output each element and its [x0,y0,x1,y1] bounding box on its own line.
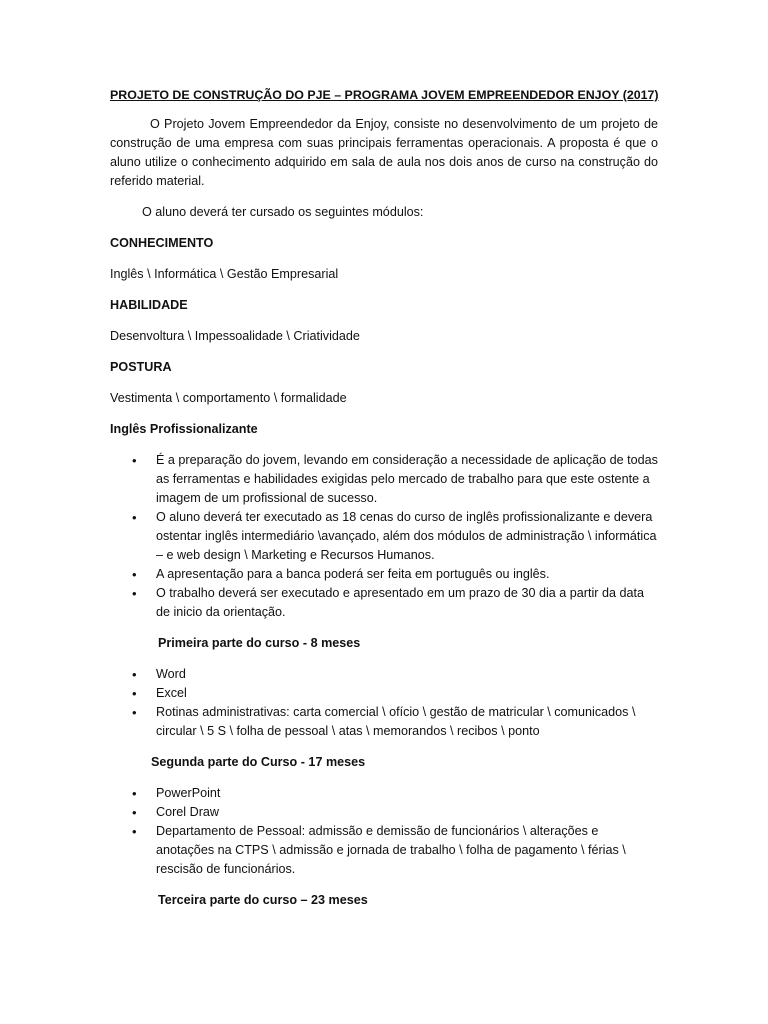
document-content [110,86,658,922]
bullet-icon: • [132,705,137,720]
list-item-text: Departamento de Pessoal: admissão e demissão de funcionários \ alterações e anotações na CTPS \ admissão e jornada de trabalho \ folha de pagamento \ férias \ rescisão de funcionários. [156,824,626,876]
list-item-text: A apresentação para a banca poderá ser feita em português ou inglês. [156,567,550,581]
section-heading-postura: POSTURA [110,360,172,374]
list-item [132,565,658,584]
intro-bold-text: O Projeto Jovem Empreendedor [150,117,333,131]
section-text-conhecimento: Inglês \ Informática \ Gestão Empresarial [110,267,339,281]
list-item [132,822,658,879]
english-heading: Inglês Profissionalizante [110,422,258,436]
part3-title: Terceira parte do curso – 23 meses [158,893,368,907]
bullet-icon: • [132,786,137,801]
list-item-text: PowerPoint [156,786,221,800]
list-item [132,451,658,508]
list-item-text: É a preparação do jovem, levando em consideração a necessidade de aplicação de todas as ferramentas e habilidades exigidas pelo mercado de trabalho para que este ostente a imagem de um profissional de sucesso. [156,453,658,505]
bullet-icon: • [132,453,137,468]
document-title: PROJETO DE CONSTRUÇÃO DO PJE – PROGRAMA JOVEM EMPREENDEDOR ENJOY (2017) [110,88,659,102]
list-item-text: O aluno deverá ter executado as 18 cenas do curso de inglês profissionalizante e devera ostentar inglês intermediário \avançado, além dos módulos de administração \ informática – e web design \ Marketing e Recursos Humanos. [156,510,657,562]
list-item [132,803,658,822]
list-item [132,584,658,622]
section-text-habilidade: Desenvoltura \ Impessoalidade \ Criatividade [110,329,360,343]
part2-bullet-list [110,784,658,879]
part2-title: Segunda parte do Curso - 17 meses [151,755,366,769]
part1-title: Primeira parte do curso - 8 meses [158,636,361,650]
list-item [132,508,658,565]
list-item-text: Word [156,667,186,681]
intro-rest-text: da Enjoy, consiste no desenvolvimento de um projeto de construção de uma empresa com suas principais ferramentas operacionais. A proposta é que o aluno utilize o conhecimento adquirido em sala de aula nos dois anos de curso na construção do referido material. [110,117,658,188]
bullet-icon: • [132,805,137,820]
bullet-icon: • [132,686,137,701]
list-item [132,784,658,803]
list-item-text: Rotinas administrativas: carta comercial \ ofício \ gestão de matricular \ comunicados \ circular \ 5 S \ folha de pessoal \ atas \ memorandos \ recibos \ ponto [156,705,636,738]
modules-intro: O aluno deverá ter cursado os seguintes módulos: [142,205,424,219]
section-heading-habilidade: HABILIDADE [110,298,188,312]
intro-paragraph [110,115,658,191]
list-item-text: Excel [156,686,187,700]
part1-bullet-list [110,665,658,741]
english-bullet-list [110,451,658,622]
list-item [132,665,658,684]
bullet-icon: • [132,510,137,525]
bullet-icon: • [132,667,137,682]
list-item-text: Corel Draw [156,805,219,819]
list-item-text: O trabalho deverá ser executado e apresentado em um prazo de 30 dia a partir da data de inicio da orientação. [156,586,644,619]
list-item [132,703,658,741]
section-heading-conhecimento: CONHECIMENTO [110,236,214,250]
list-item [132,684,658,703]
bullet-icon: • [132,567,137,582]
bullet-icon: • [132,586,137,601]
bullet-icon: • [132,824,137,839]
section-text-postura: Vestimenta \ comportamento \ formalidade [110,391,347,405]
